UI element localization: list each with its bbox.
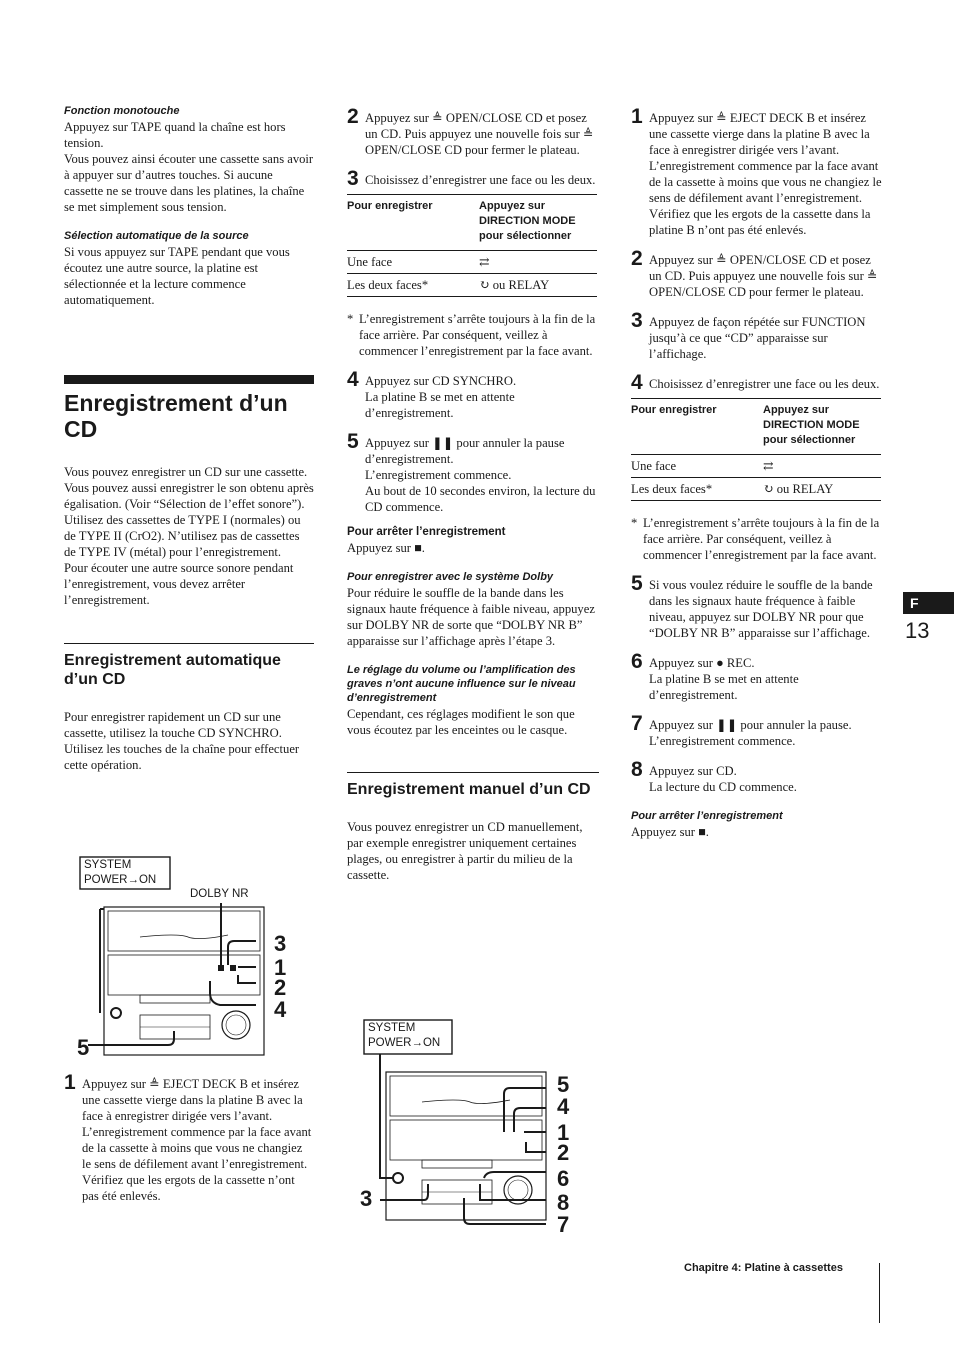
system-power-line-1: SYSTEM [368, 1022, 416, 1034]
table-header-record: Pour enregistrer [631, 399, 763, 455]
callout-7: 7 [557, 1212, 570, 1237]
manual-record-title: Enregistrement manuel d’un CD [347, 781, 591, 798]
step-text: Appuyez sur ● REC. [649, 656, 755, 670]
step-number: 3 [347, 167, 359, 190]
dolby-heading: Pour enregistrer avec le système Dolby [347, 571, 554, 583]
step-text-2: La platine B se met en attente d’enregistrement. [365, 390, 515, 420]
table-cell-one-side: Une face [631, 455, 763, 478]
step-5-right [631, 572, 883, 641]
step-6-right [631, 650, 883, 703]
step-number: 2 [631, 247, 643, 270]
step-text-2: L’enregistrement commence par la face avant de la cassette à moins que vous ne changiez le sens de défilement avant l’enregistrement. [82, 1125, 312, 1171]
system-power-line-2: POWER→ON [84, 874, 157, 886]
step-number: 6 [631, 650, 643, 673]
step-text: Appuyez sur ≜ EJECT DECK B et insérez une cassette vierge dans la platine B avec la face à enregistrer dirigée vers l’avant. [649, 111, 870, 157]
step-text: Appuyez sur ≜ OPEN/CLOSE CD et posez un CD. Puis appuyez une nouvelle fois sur ≜ OPEN/CLOSE CD pour fermer le plateau. [649, 253, 878, 299]
monotouche-text-2: Vous pouvez ainsi écouter une cassette sans avoir à appuyer sur d’autres touches. Si aucune cassette ne se trouve dans les platines, la chaîne se met simplement sous tension. [64, 152, 314, 214]
step-number: 4 [347, 368, 359, 391]
step-1-left [64, 1071, 314, 1204]
auto-record-title: Enregistrement automatique d’un CD [64, 652, 281, 688]
callout-3: 3 [274, 931, 287, 956]
step-text: Choisissez d’enregistrer une face ou les deux. [649, 377, 880, 391]
system-power-line-2: POWER→ON [368, 1037, 441, 1049]
stop-text: Appuyez sur ■. [347, 541, 425, 555]
callout-5: 5 [557, 1072, 570, 1097]
step-text: Appuyez sur ≜ OPEN/CLOSE CD et posez un CD. Puis appuyez une nouvelle fois sur ≜ OPEN/CLOSE CD pour fermer le plateau. [365, 111, 594, 157]
manual-record-text: Vous pouvez enregistrer un CD manuellement, par exemple enregistrer uniquement certaines plages, ou enregistrer à partir du milieu de la cassette. [347, 820, 583, 882]
footnote [631, 515, 883, 563]
footnote [347, 311, 599, 359]
callout-3: 3 [360, 1186, 373, 1211]
volume-text: Cependant, ces réglages modifient le son que vous écoutez par les enceintes ou le casque. [347, 707, 575, 737]
step-3-right [631, 309, 883, 362]
intro-text-1: Vous pouvez enregistrer un CD sur une cassette. Vous pouvez aussi enregistrer le son obtenu après égalisation. (Voir “Sélection de l’effet sonore”). [64, 465, 314, 511]
footer-rule [879, 1263, 880, 1323]
step-text-2: L’enregistrement commence. [649, 734, 796, 748]
step-text: Appuyez de façon répétée sur FUNCTION jusqu’à ce que “CD” apparaisse sur l’affichage. [649, 315, 866, 361]
stop-heading: Pour arrêter l’enregistrement [347, 526, 506, 538]
one-way-arrow-icon: ⇄ [479, 251, 597, 274]
step-text-3: Au bout de 10 secondes environ, la lecture du CD commence. [365, 484, 596, 514]
step-number: 5 [347, 430, 359, 453]
relay-mode-cell: ↻ ou RELAY [479, 274, 597, 297]
table-cell-both-sides: Les deux faces* [631, 478, 763, 501]
language-tab-label: F [910, 595, 919, 611]
dolby-nr-label: DOLBY NR [190, 888, 249, 900]
one-way-arrow-icon: ⇄ [763, 455, 881, 478]
stop-heading: Pour arrêter l’enregistrement [631, 810, 783, 822]
direction-mode-table [347, 194, 597, 297]
intro-text-3: Pour écouter une autre source sonore pendant l’enregistrement, vous devez arrêter l’enregistrement. [64, 561, 294, 607]
main-title: Enregistrement d’un CD [64, 390, 288, 442]
column-left [64, 104, 314, 773]
volume-heading: Le réglage du volume ou l’amplification des graves n’ont aucune influence sur le niveau d’enregistrement [347, 664, 576, 704]
step-number: 2 [347, 105, 359, 128]
callout-4: 4 [557, 1094, 570, 1119]
footnote-text: L’enregistrement s’arrête toujours à la fin de la face arrière. Par conséquent, veillez à commencer l’enregistrement par la face avant. [643, 516, 880, 562]
footer-chapter: Chapitre 4: Platine à cassettes [684, 1262, 843, 1274]
callout-2: 2 [557, 1140, 570, 1165]
step-5 [347, 430, 599, 515]
step-4 [347, 368, 599, 421]
step-4-right [631, 371, 883, 394]
step-text: Appuyez sur CD SYNCHRO. [365, 374, 517, 388]
step-3 [347, 167, 599, 190]
step-text-3: Vérifiez que les ergots de la cassette dans la platine B n’ont pas été enlevés. [649, 207, 871, 237]
step-number: 1 [64, 1071, 76, 1094]
step-text: Appuyez sur ❚❚ pour annuler la pause d’enregistrement. [365, 436, 565, 466]
table-header-record: Pour enregistrer [347, 195, 479, 251]
step-1-right [631, 105, 883, 238]
selection-heading: Sélection automatique de la source [64, 230, 249, 242]
callout-8: 8 [557, 1190, 570, 1215]
callout-1: 1 [557, 1120, 570, 1145]
step-text: Appuyez sur CD. [649, 764, 737, 778]
monotouche-heading: Fonction monotouche [64, 105, 180, 117]
footnote-asterisk: * [347, 312, 354, 326]
table-cell-one-side: Une face [347, 251, 479, 274]
direction-mode-table [631, 398, 881, 501]
callout-2: 2 [274, 975, 287, 1000]
step-text-3: Vérifiez que les ergots de la cassette n’ont pas été enlevés. [82, 1173, 295, 1203]
callout-4: 4 [274, 997, 287, 1022]
intro-text-2: Utilisez des cassettes de TYPE I (normales) ou de TYPE II (CrO2). N’utilisez pas de cassettes de TYPE IV (métal) pour l’enregistrement. [64, 513, 301, 559]
column-middle [347, 105, 599, 883]
step-number: 8 [631, 758, 643, 781]
step-number: 1 [631, 105, 643, 128]
step-7-right [631, 712, 883, 749]
step-number: 3 [631, 309, 643, 332]
step-number: 5 [631, 572, 643, 595]
step-text: Si vous voulez réduire le souffle de la bande dans les signaux haute fréquence à faible niveau, appuyez sur DOLBY NR pour que “DOLBY NR B” apparaisse sur l’affichage. [649, 578, 873, 640]
step-2 [347, 105, 599, 158]
step-8-right [631, 758, 883, 795]
step-number: 4 [631, 371, 643, 394]
stereo-diagram-manual [360, 1018, 600, 1248]
page-number: 13 [905, 618, 930, 643]
footnote-asterisk: * [631, 516, 638, 530]
step-text-2: La platine B se met en attente d’enregistrement. [649, 672, 799, 702]
stop-text: Appuyez sur ■. [631, 825, 709, 839]
step-number: 7 [631, 712, 643, 735]
step-text-2: L’enregistrement commence. [365, 468, 512, 482]
column-left-step [64, 1071, 314, 1204]
callout-5: 5 [77, 1035, 90, 1060]
step-text-2: La lecture du CD commence. [649, 780, 797, 794]
step-text: Choisissez d’enregistrer une face ou les deux. [365, 173, 596, 187]
table-header-press: Appuyez sur DIRECTION MODE pour sélectionner [763, 399, 881, 455]
callout-1: 1 [274, 955, 287, 980]
selection-text: Si vous appuyez sur TAPE pendant que vous écoutez une autre source, la platine est sélectionnée et la lecture commence automatiquement. [64, 245, 290, 307]
system-power-label [368, 1021, 440, 1051]
auto-record-text: Pour enregistrer rapidement un CD sur une cassette, utilisez la touche CD SYNCHRO. Utilisez les touches de la chaîne pour effectuer cette opération. [64, 710, 300, 772]
column-right [631, 105, 883, 840]
system-power-label [84, 858, 156, 888]
table-cell-both-sides: Les deux faces* [347, 274, 479, 297]
callout-6: 6 [557, 1166, 570, 1191]
monotouche-text: Appuyez sur TAPE quand la chaîne est hors tension. [64, 120, 286, 150]
step-text: Appuyez sur ❚❚ pour annuler la pause. [649, 718, 852, 732]
language-tab [903, 592, 954, 614]
stereo-diagram-auto [78, 855, 318, 1065]
relay-mode-cell: ↻ ou RELAY [763, 478, 881, 501]
step-2-right [631, 247, 883, 300]
step-text: Appuyez sur ≜ EJECT DECK B et insérez une cassette vierge dans la platine B avec la face à enregistrer dirigée vers l’avant. [82, 1077, 303, 1123]
step-text-2: L’enregistrement commence par la face avant de la cassette à moins que vous ne changiez le sens de défilement avant l’enregistrement. [649, 159, 882, 205]
footnote-text: L’enregistrement s’arrête toujours à la fin de la face arrière. Par conséquent, veillez à commencer l’enregistrement par la face avant. [359, 312, 596, 358]
table-header-press: Appuyez sur DIRECTION MODE pour sélectionner [479, 195, 597, 251]
system-power-line-1: SYSTEM [84, 859, 132, 871]
section-bar [64, 375, 314, 384]
dolby-text: Pour réduire le souffle de la bande dans les signaux haute fréquence à faible niveau, appuyez sur DOLBY NR de sorte que “DOLBY NR B” apparaisse sur l’affichage après l’étape 3. [347, 586, 595, 648]
